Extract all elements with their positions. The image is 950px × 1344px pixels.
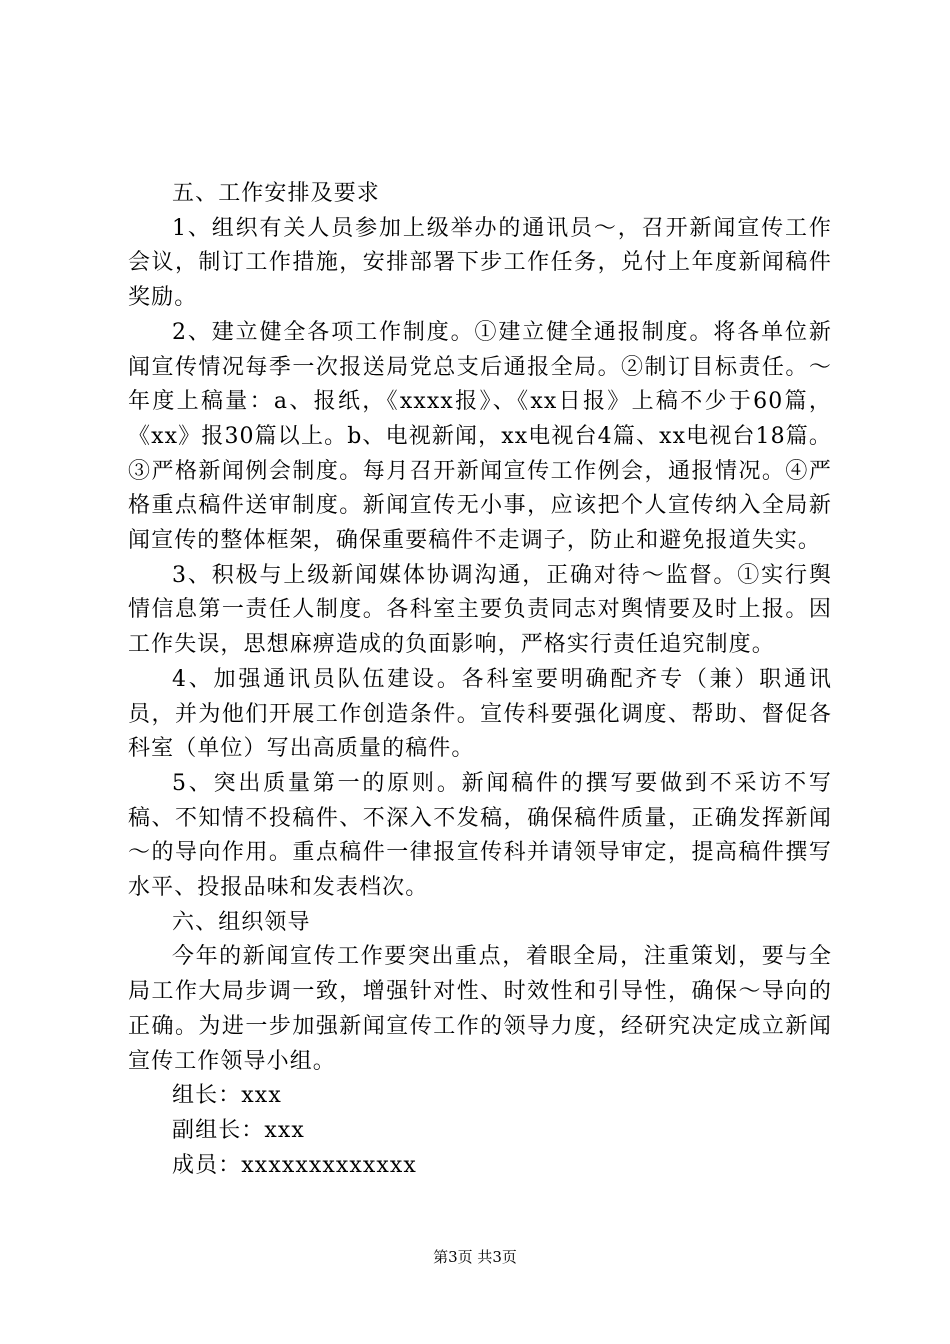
page-footer: 第3页 共3页 — [433, 1248, 517, 1266]
section-heading-work-arrangement: 五、工作安排及要求 — [172, 181, 380, 206]
group-leader-line: 组长：xxx — [172, 1083, 282, 1109]
document-body — [128, 177, 832, 1183]
section-heading-leadership: 六、组织领导 — [172, 909, 311, 935]
members-line: 成员：xxxxxxxxxxxxx — [172, 1152, 417, 1178]
paragraph-item-1: 1、组织有关人员参加上级举办的通讯员～，召开新闻宣传工作会议，制订工作措施，安排部署下步工作任务，兑付上年度新闻稿件奖励。 — [128, 215, 832, 311]
deputy-leader-line: 副组长：xxx — [172, 1117, 305, 1143]
paragraph-item-4: 4、加强通讯员队伍建设。各科室要明确配齐专（兼）职通讯员，并为他们开展工作创造条件。宣传科要强化调度、帮助、督促各科室（单位）写出高质量的稿件。 — [128, 666, 832, 762]
paragraph-leadership: 今年的新闻宣传工作要突出重点，着眼全局，注重策划，要与全局工作大局步调一致，增强针对性、时效性和引导性，确保～导向的正确。为进一步加强新闻宣传工作的领导力度，经研究决定成立新闻宣传工作领导小组。 — [128, 944, 832, 1074]
paragraph-item-2: 2、建立健全各项工作制度。①建立健全通报制度。将各单位新闻宣传情况每季一次报送局党总支后通报全局。②制订目标责任。～年度上稿量：a、报纸，《xxxx报》、《xx日报》上稿不少于60篇，《xx》报30篇以上。b、电视新闻，xx电视台4篇、xx电视台18篇。③严格新闻例会制度。每月召开新闻宣传工作例会，通报情况。④严格重点稿件送审制度。新闻宣传无小事，应该把个人宣传纳入全局新闻宣传的整体框架，确保重要稿件不走调子，防止和避免报道失实。 — [128, 319, 832, 554]
paragraph-item-3: 3、积极与上级新闻媒体协调沟通，正确对待～监督。①实行舆情信息第一责任人制度。各科室主要负责同志对舆情要及时上报。因工作失误，思想麻痹造成的负面影响，严格实行责任追究制度。 — [128, 562, 832, 658]
paragraph-item-5: 5、突出质量第一的原则。新闻稿件的撰写要做到不采访不写稿、不知情不投稿件、不深入不发稿，确保稿件质量，正确发挥新闻～的导向作用。重点稿件一律报宣传科并请领导审定，提高稿件撰写水平、投报品味和发表档次。 — [128, 770, 832, 901]
